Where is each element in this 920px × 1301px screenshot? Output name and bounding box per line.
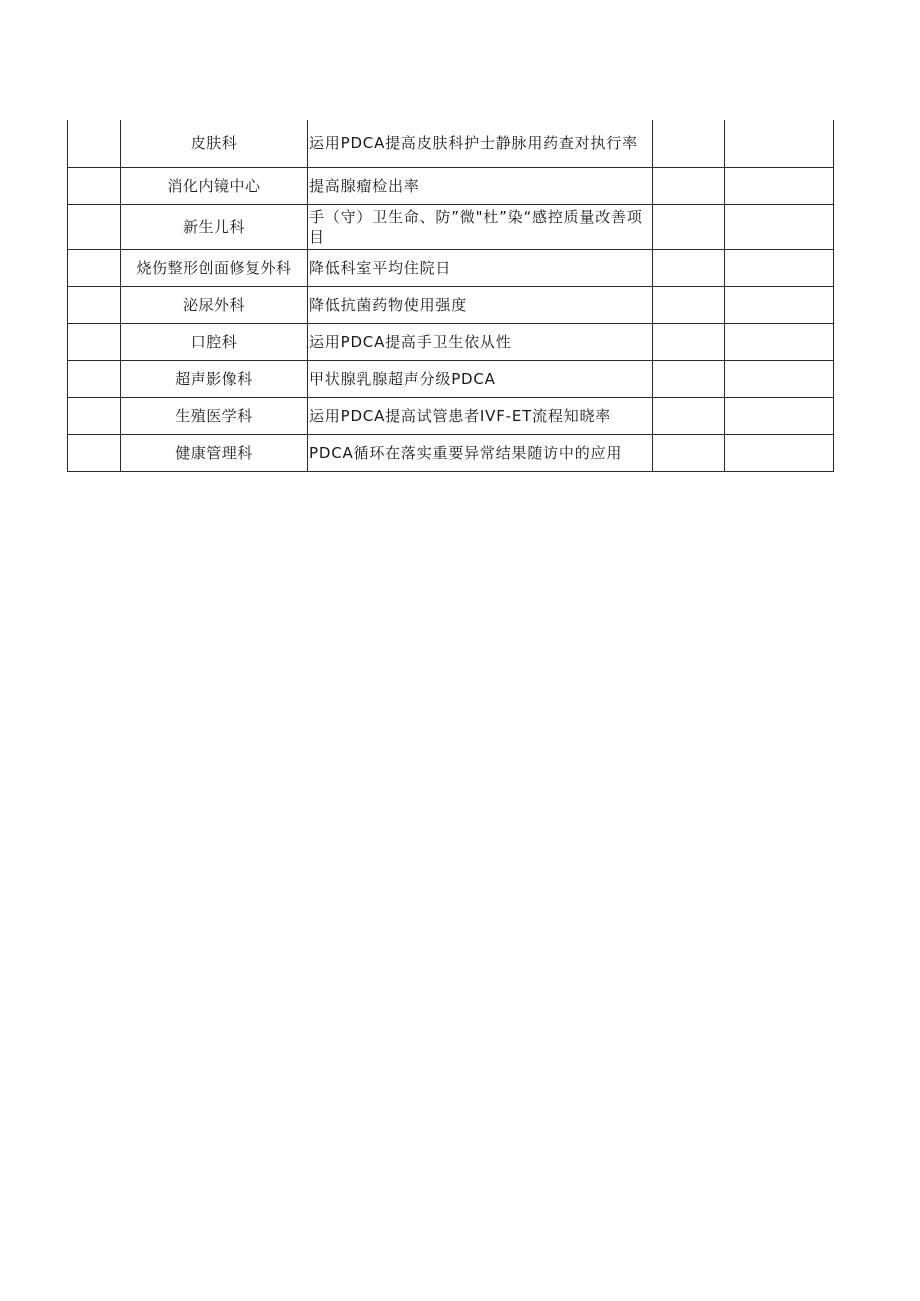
table-row bbox=[68, 167, 834, 204]
project-cell: 降低抗菌药物使用强度 bbox=[308, 286, 653, 323]
number-cell bbox=[68, 323, 121, 360]
department-cell: 超声影像科 bbox=[121, 360, 308, 397]
blank-cell bbox=[725, 204, 834, 249]
blank-cell bbox=[725, 249, 834, 286]
department-cell: 泌尿外科 bbox=[121, 286, 308, 323]
blank-cell bbox=[653, 120, 725, 167]
blank-cell bbox=[725, 286, 834, 323]
table-row bbox=[68, 120, 834, 167]
department-cell: 健康管理科 bbox=[121, 434, 308, 471]
number-cell bbox=[68, 204, 121, 249]
project-cell: 运用PDCA提高皮肤科护士静脉用药查对执行率 bbox=[308, 120, 653, 167]
department-cell: 烧伤整形创面修复外科 bbox=[121, 249, 308, 286]
project-cell: 降低科室平均住院日 bbox=[308, 249, 653, 286]
department-cell: 消化内镜中心 bbox=[121, 167, 308, 204]
blank-cell bbox=[725, 434, 834, 471]
quality-project-table bbox=[67, 120, 834, 472]
blank-cell bbox=[653, 167, 725, 204]
blank-cell bbox=[725, 323, 834, 360]
project-cell: PDCA循环在落实重要异常结果随访中的应用 bbox=[308, 434, 653, 471]
department-cell: 口腔科 bbox=[121, 323, 308, 360]
department-cell: 皮肤科 bbox=[121, 120, 308, 167]
blank-cell bbox=[725, 120, 834, 167]
blank-cell bbox=[653, 286, 725, 323]
project-cell: 手（守）卫生命、防”微"杜”染“感控质量改善项目 bbox=[308, 204, 653, 249]
blank-cell bbox=[653, 360, 725, 397]
project-cell: 提高腺瘤检出率 bbox=[308, 167, 653, 204]
table-row bbox=[68, 397, 834, 434]
blank-cell bbox=[653, 204, 725, 249]
number-cell bbox=[68, 286, 121, 323]
blank-cell bbox=[653, 323, 725, 360]
number-cell bbox=[68, 397, 121, 434]
blank-cell bbox=[653, 397, 725, 434]
department-cell: 生殖医学科 bbox=[121, 397, 308, 434]
project-cell: 运用PDCA提高手卫生依从性 bbox=[308, 323, 653, 360]
table-row bbox=[68, 249, 834, 286]
blank-cell bbox=[653, 434, 725, 471]
blank-cell bbox=[725, 397, 834, 434]
table-row bbox=[68, 434, 834, 471]
project-cell: 甲状腺乳腺超声分级PDCA bbox=[308, 360, 653, 397]
table-row bbox=[68, 323, 834, 360]
number-cell bbox=[68, 120, 121, 167]
number-cell bbox=[68, 360, 121, 397]
blank-cell bbox=[725, 167, 834, 204]
number-cell bbox=[68, 249, 121, 286]
blank-cell bbox=[653, 249, 725, 286]
number-cell bbox=[68, 434, 121, 471]
table-row bbox=[68, 286, 834, 323]
department-cell: 新生儿科 bbox=[121, 204, 308, 249]
table-row bbox=[68, 360, 834, 397]
project-cell: 运用PDCA提高试管患者IVF-ET流程知晓率 bbox=[308, 397, 653, 434]
table-row bbox=[68, 204, 834, 249]
blank-cell bbox=[725, 360, 834, 397]
number-cell bbox=[68, 167, 121, 204]
